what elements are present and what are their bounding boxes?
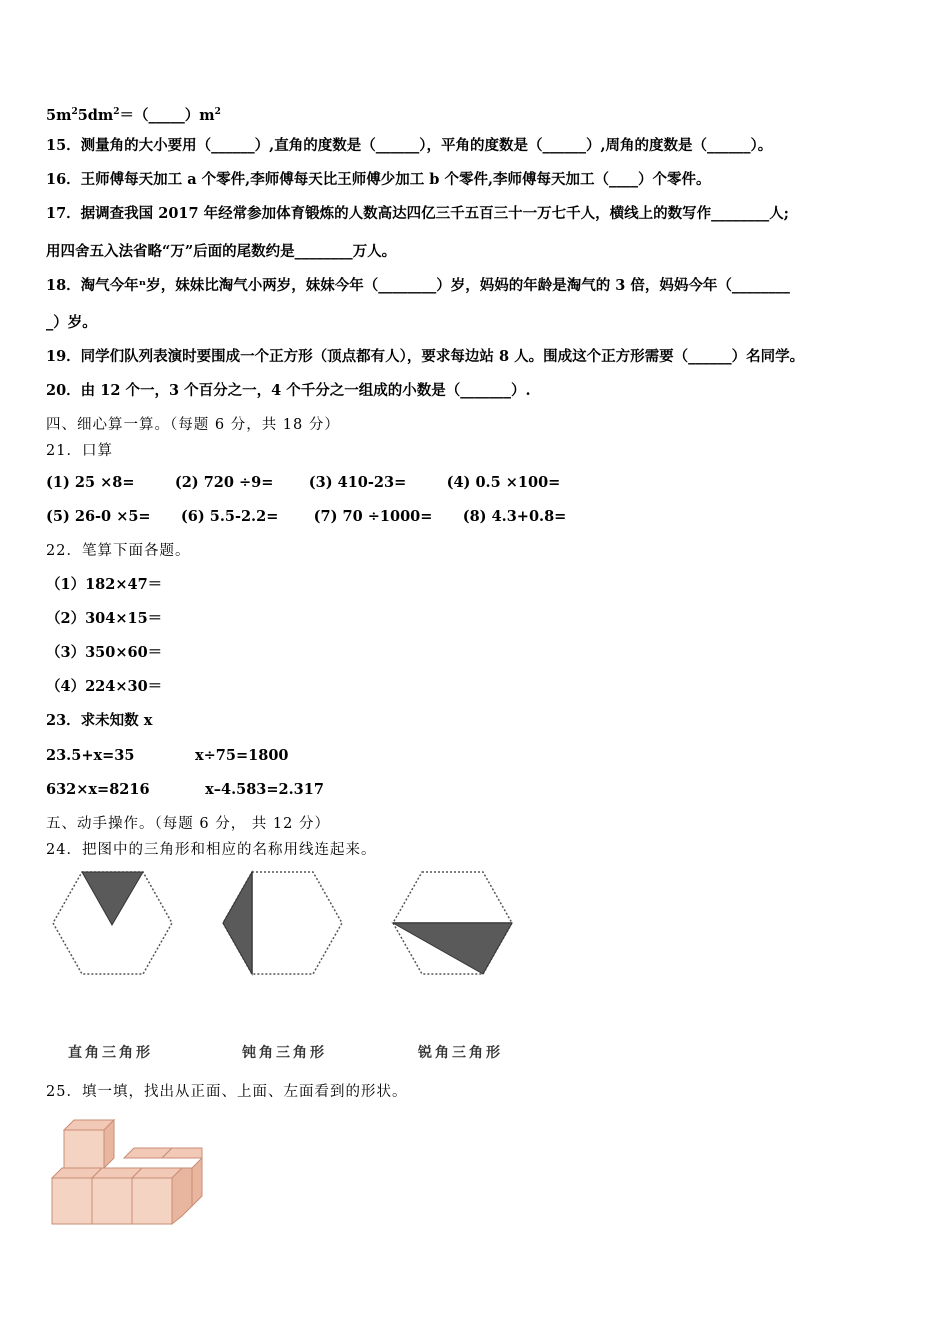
shaded-triangle-3 [393, 923, 512, 974]
section-4-heading: 四、细心算一算。（每题 6 分，共 18 分） [46, 417, 340, 433]
section-5-heading: 五、动手操作。（每题 6 分， 共 12 分） [46, 816, 330, 832]
written-calc-3: （3）350×60＝ [46, 644, 163, 661]
question-16: 16．王师傅每天加工 a 个零件,李师傅每天比王师傅少加工 b 个零件,李师傅每天加工（____）个零件。 [46, 171, 711, 188]
oral-calc-row-1: (1) 25 ×8= (2) 720 ÷9= (3) 410-23= (4) 0.5 ×100= [46, 474, 561, 491]
question-23: 23．求未知数 x [46, 712, 153, 729]
line-unit-conversion: $5m^25dm^2=(\_\_\_\_\_)m^2$ [46, 106, 221, 124]
hexagon-figure-3 [390, 868, 515, 978]
question-24: 24．把图中的三角形和相应的名称用线连起来。 [46, 842, 377, 858]
caption-right-triangle: 直角三角形 [68, 1045, 153, 1061]
question-21: 21．口算 [46, 443, 113, 459]
caption-acute-triangle: 锐角三角形 [418, 1045, 503, 1061]
written-calc-4: （4）224×30＝ [46, 678, 163, 695]
question-17-part2: 用四舍五入法省略“万”后面的尾数约是________万人。 [46, 243, 397, 260]
shaded-triangle-2 [223, 872, 252, 974]
question-20: 20．由 12 个一，3 个百分之一，4 个千分之一组成的小数是（_______）. [46, 382, 531, 399]
caption-obtuse-triangle: 钝角三角形 [242, 1045, 327, 1061]
written-calc-1: （1）182×47＝ [46, 576, 163, 593]
oral-calc-row-2: (5) 26-0 ×5= (6) 5.5-2.2= (7) 70 ÷1000= (8) 4.3+0.8= [46, 508, 567, 525]
question-19: 19．同学们队列表演时要围成一个正方形（顶点都有人），要求每边站 8 人。围成这个正方形需要（______）名同学。 [46, 348, 805, 365]
question-15: 15．测量角的大小要用（______）,直角的度数是（______），平角的度数是（______）,周角的度数是（______）。 [46, 137, 773, 154]
question-22: 22．笔算下面各题。 [46, 543, 191, 559]
question-18-part2: _）岁。 [46, 314, 97, 331]
equation-row-2: 632×x=8216 x–4.583=2.317 [46, 781, 324, 798]
hexagon-figure-1 [50, 868, 175, 978]
written-calc-2: （2）304×15＝ [46, 610, 163, 627]
cube-stack-figure [48, 1112, 208, 1230]
question-25: 25．填一填，找出从正面、上面、左面看到的形状。 [46, 1084, 408, 1100]
shaded-triangle-1 [82, 872, 143, 925]
question-17-part1: 17．据调查我国 2017 年经常参加体育锻炼的人数高达四亿三千五百三十一万七千人，横线上的数写作________人; [46, 205, 789, 222]
question-18-part1: 18．淘气今年ⁿ岁，妹妹比淘气小两岁，妹妹今年（________）岁，妈妈的年龄是淘气的 3 倍，妈妈今年（________ [46, 277, 790, 294]
hexagon-figure-2 [220, 868, 345, 978]
equation-row-1: 23.5+x=35 x÷75=1800 [46, 747, 289, 764]
